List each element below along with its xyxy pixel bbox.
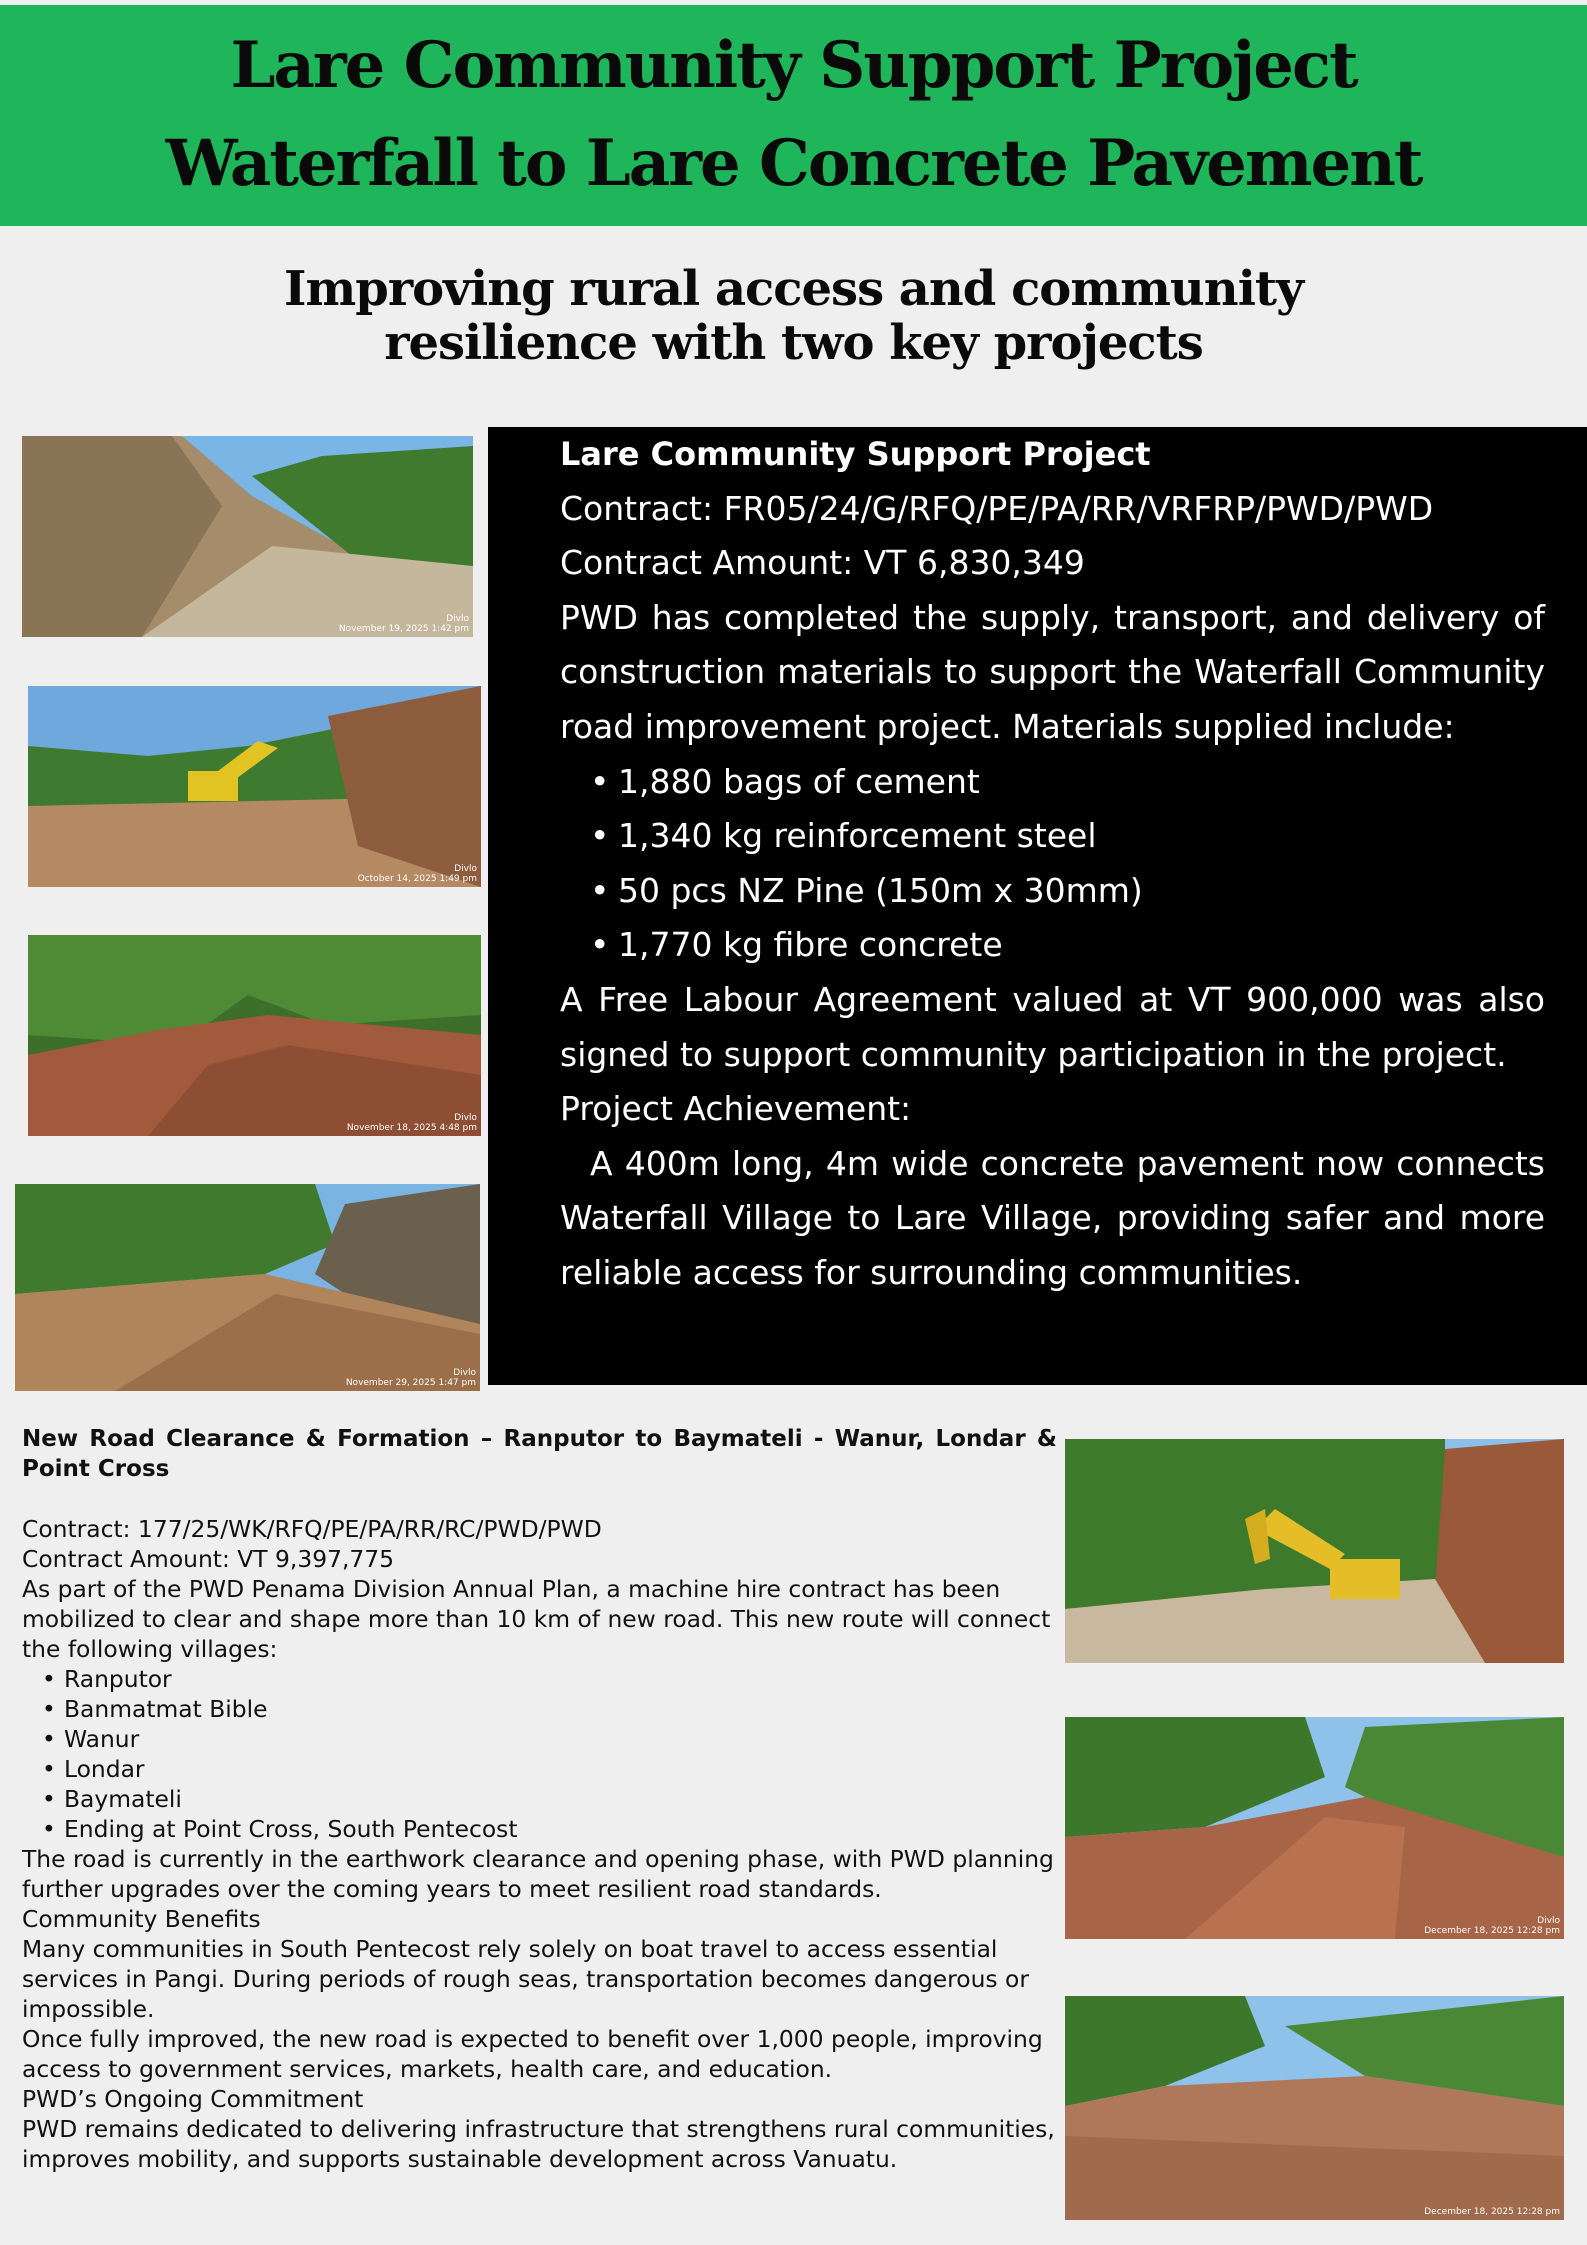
project1-intro: PWD has completed the supply, transport, and delivery of construction materials to support the Waterfall Community road improvement project. Materials supplied include: [560,597,1545,746]
project2-section [22,1424,1057,2174]
excavator-photo [1065,1439,1564,1663]
project1-amount: Contract Amount: VT 6,830,349 [560,543,1085,583]
benefits-paragraph-2: Once fully improved, the new road is expected to benefit over 1,000 people, improving access to government services, markets, health care, and education. [22,2025,1043,2083]
project1-contract: Contract: FR05/24/G/RFQ/PE/PA/RR/VRFRP/PWD/PWD [560,488,1434,528]
commitment-heading: PWD’s Ongoing Commitment [22,2085,364,2113]
photo-stamp: Divlo November 19, 2025 1:42 pm [338,614,469,634]
project2-intro: As part of the PWD Penama Division Annual Plan, a machine hire contract has been mobilized to clear and shape more than 10 km of new road. This new route will connect the following villages: [22,1575,1051,1663]
page-title [0,5,1587,213]
photo-stamp: December 18, 2025 12:28 pm [1424,2207,1560,2217]
villages-list [22,1664,1057,1844]
benefits-paragraph-1: Many communities in South Pentecost rely solely on boat travel to access essential services in Pangi. During periods of rough seas, transportation becomes dangerous or impossible. [22,1935,1029,2023]
list-item: • Londar [64,1754,1057,1784]
commitment-paragraph: PWD remains dedicated to delivering infrastructure that strengthens rural communities, improves mobility, and supports sustainable development across Vanuatu. [22,2115,1055,2173]
project2-status: The road is currently in the earthwork clearance and opening phase, with PWD planning further upgrades over the coming years to meet resilient road standards. [22,1845,1054,1903]
project2-amount: Contract Amount: VT 9,397,775 [22,1545,395,1573]
photo-stamp: Divlo October 14, 2025 1:49 pm [357,864,477,884]
list-item: • Baymateli [64,1784,1057,1814]
project1-content [560,427,1545,1301]
road-photo-6 [1065,1996,1564,2220]
materials-list [560,755,1545,973]
list-item: • Banmatmat Bible [64,1694,1057,1724]
project1-title: Lare Community Support Project [560,435,1151,473]
road-photo-1 [22,436,473,637]
road-photo-2 [28,686,481,887]
subtitle-line-2: resilience with two key projects [384,315,1203,371]
benefits-heading: Community Benefits [22,1905,261,1933]
photo-stamp: Divlo November 18, 2025 4:48 pm [346,1113,477,1133]
road-photo-5 [1065,1717,1564,1939]
photo-stamp: Divlo December 18, 2025 12:28 pm [1424,1916,1560,1936]
road-photo-3 [28,935,481,1136]
list-item: • 1,880 bags of cement [618,755,1545,810]
road-photo-4 [15,1184,480,1391]
project1-panel [488,427,1587,1385]
project2-contract: Contract: 177/25/WK/RFQ/PE/PA/RR/RC/PWD/PWD [22,1515,602,1543]
project1-achievement: A 400m long, 4m wide concrete pavement now connects Waterfall Village to Lare Village, providing safer and more reliable access for surrounding communities. [560,1143,1545,1292]
list-item: • 1,340 kg reinforcement steel [618,809,1545,864]
photo-stamp: Divlo November 29, 2025 1:47 pm [345,1368,476,1388]
list-item: • Wanur [64,1724,1057,1754]
title-line-2: Waterfall to Lare Concrete Pavement [165,126,1422,201]
project2-title: New Road Clearance & Formation – Ranputor to Baymateli - Wanur, Londar & Point Cross [22,1426,1057,1482]
list-item: • 1,770 kg fibre concrete [618,918,1545,973]
achievement-heading: Project Achievement: [560,1089,912,1129]
list-item: • Ending at Point Cross, South Pentecost [64,1814,1057,1844]
page-subtitle [0,262,1587,370]
title-line-1: Lare Community Support Project [230,28,1357,103]
project1-labour: A Free Labour Agreement valued at VT 900,000 was also signed to support community participation in the project. [560,979,1545,1074]
subtitle-line-1: Improving rural access and community [284,261,1303,317]
list-item: • Ranputor [64,1664,1057,1694]
list-item: • 50 pcs NZ Pine (150m x 30mm) [618,864,1545,919]
header-banner [0,5,1587,226]
